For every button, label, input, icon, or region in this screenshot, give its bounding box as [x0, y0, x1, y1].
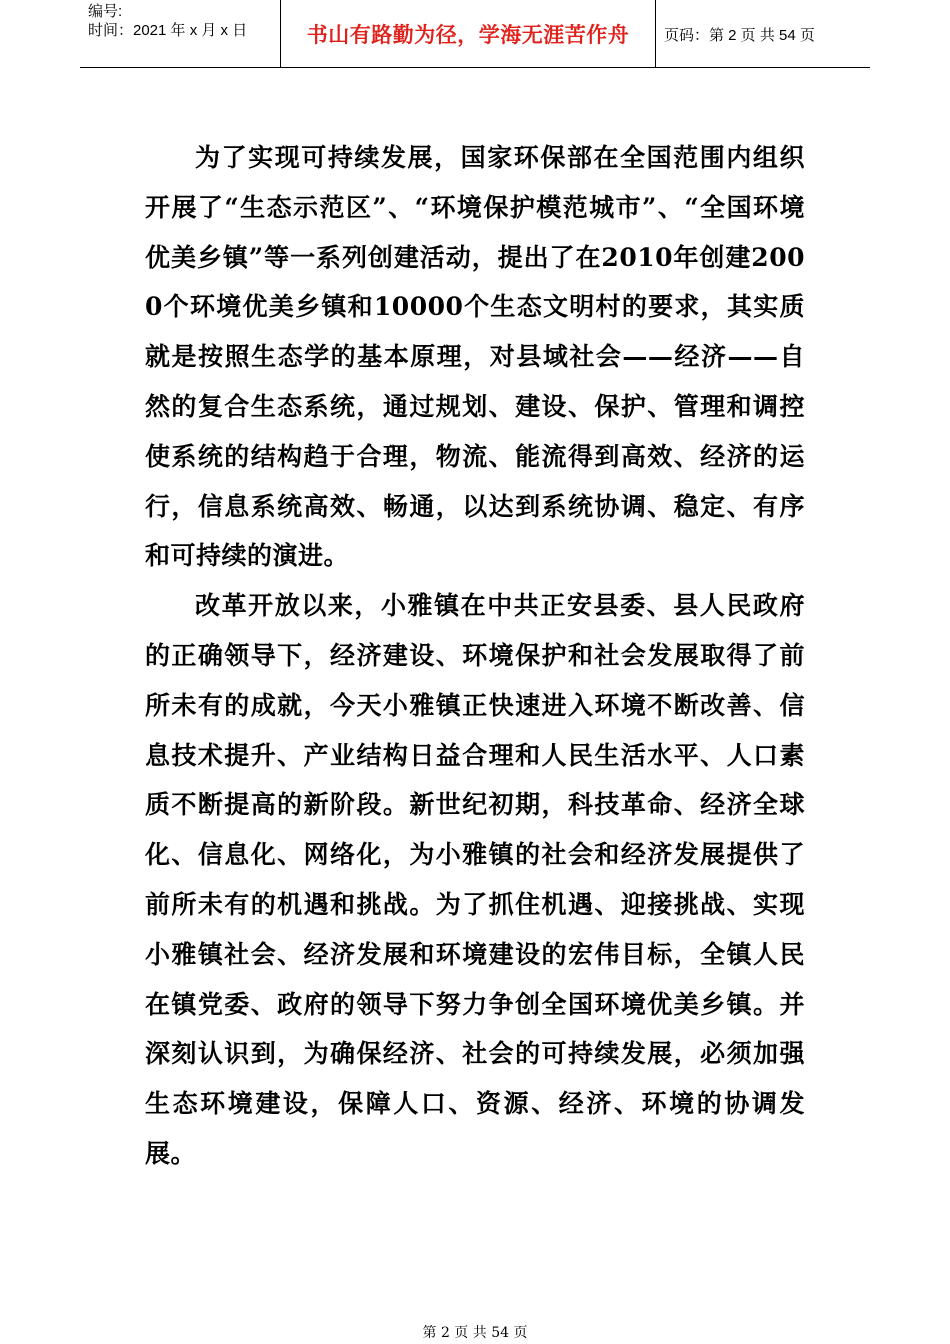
document-date: 时间：2021 年 x 月 x 日 — [88, 22, 248, 39]
header-motto-cell — [281, 0, 656, 68]
header-meta-cell — [80, 0, 281, 68]
document-body — [145, 133, 805, 1179]
body-paragraph-1: 为了实现可持续发展，国家环保部在全国范围内组织开展了“生态示范区”、“环境保护模范城市”、“全国环境优美乡镇”等一系列创建活动，提出了在2010年创建2000个环境优美乡镇和10000个生态文明村的要求，其实质就是按照生态学的基本原理，对县域社会——经济——自然的复合生态系统，通过规划、建设、保护、管理和调控使系统的结构趋于合理，物流、能流得到高效、经济的运行，信息系统高效、畅通，以达到系统协调、稳定、有序和可持续的演进。 — [145, 143, 805, 571]
header-page-cell — [656, 0, 870, 68]
header-page-info: 页码：第 2 页 共 54 页 — [664, 26, 815, 44]
body-paragraph-2: 改革开放以来，小雅镇在中共正安县委、县人民政府的正确领导下，经济建设、环境保护和社会发展取得了前所未有的成就，今天小雅镇正快速进入环境不断改善、信息技术提升、产业结构日益合理和人民生活水平、人口素质不断提高的新阶段。新世纪初期，科技革命、经济全球化、信息化、网络化，为小雅镇的社会和经济发展提供了前所未有的机遇和挑战。为了抓住机遇、迎接挑战、实现小雅镇社会、经济发展和环境建设的宏伟目标，全镇人民在镇党委、政府的领导下努力争创全国环境优美乡镇。并深刻认识到，为确保经济、社会的可持续发展，必须加强生态环境建设，保障人口、资源、经济、环境的协调发展。 — [145, 591, 805, 1168]
page-header — [80, 0, 870, 68]
header-motto: 书山有路勤为径，学海无涯苦作舟 — [306, 23, 630, 47]
document-number-label: 编号: — [88, 3, 123, 20]
page-footer: 第 2 页 共 54 页 — [422, 1325, 528, 1341]
